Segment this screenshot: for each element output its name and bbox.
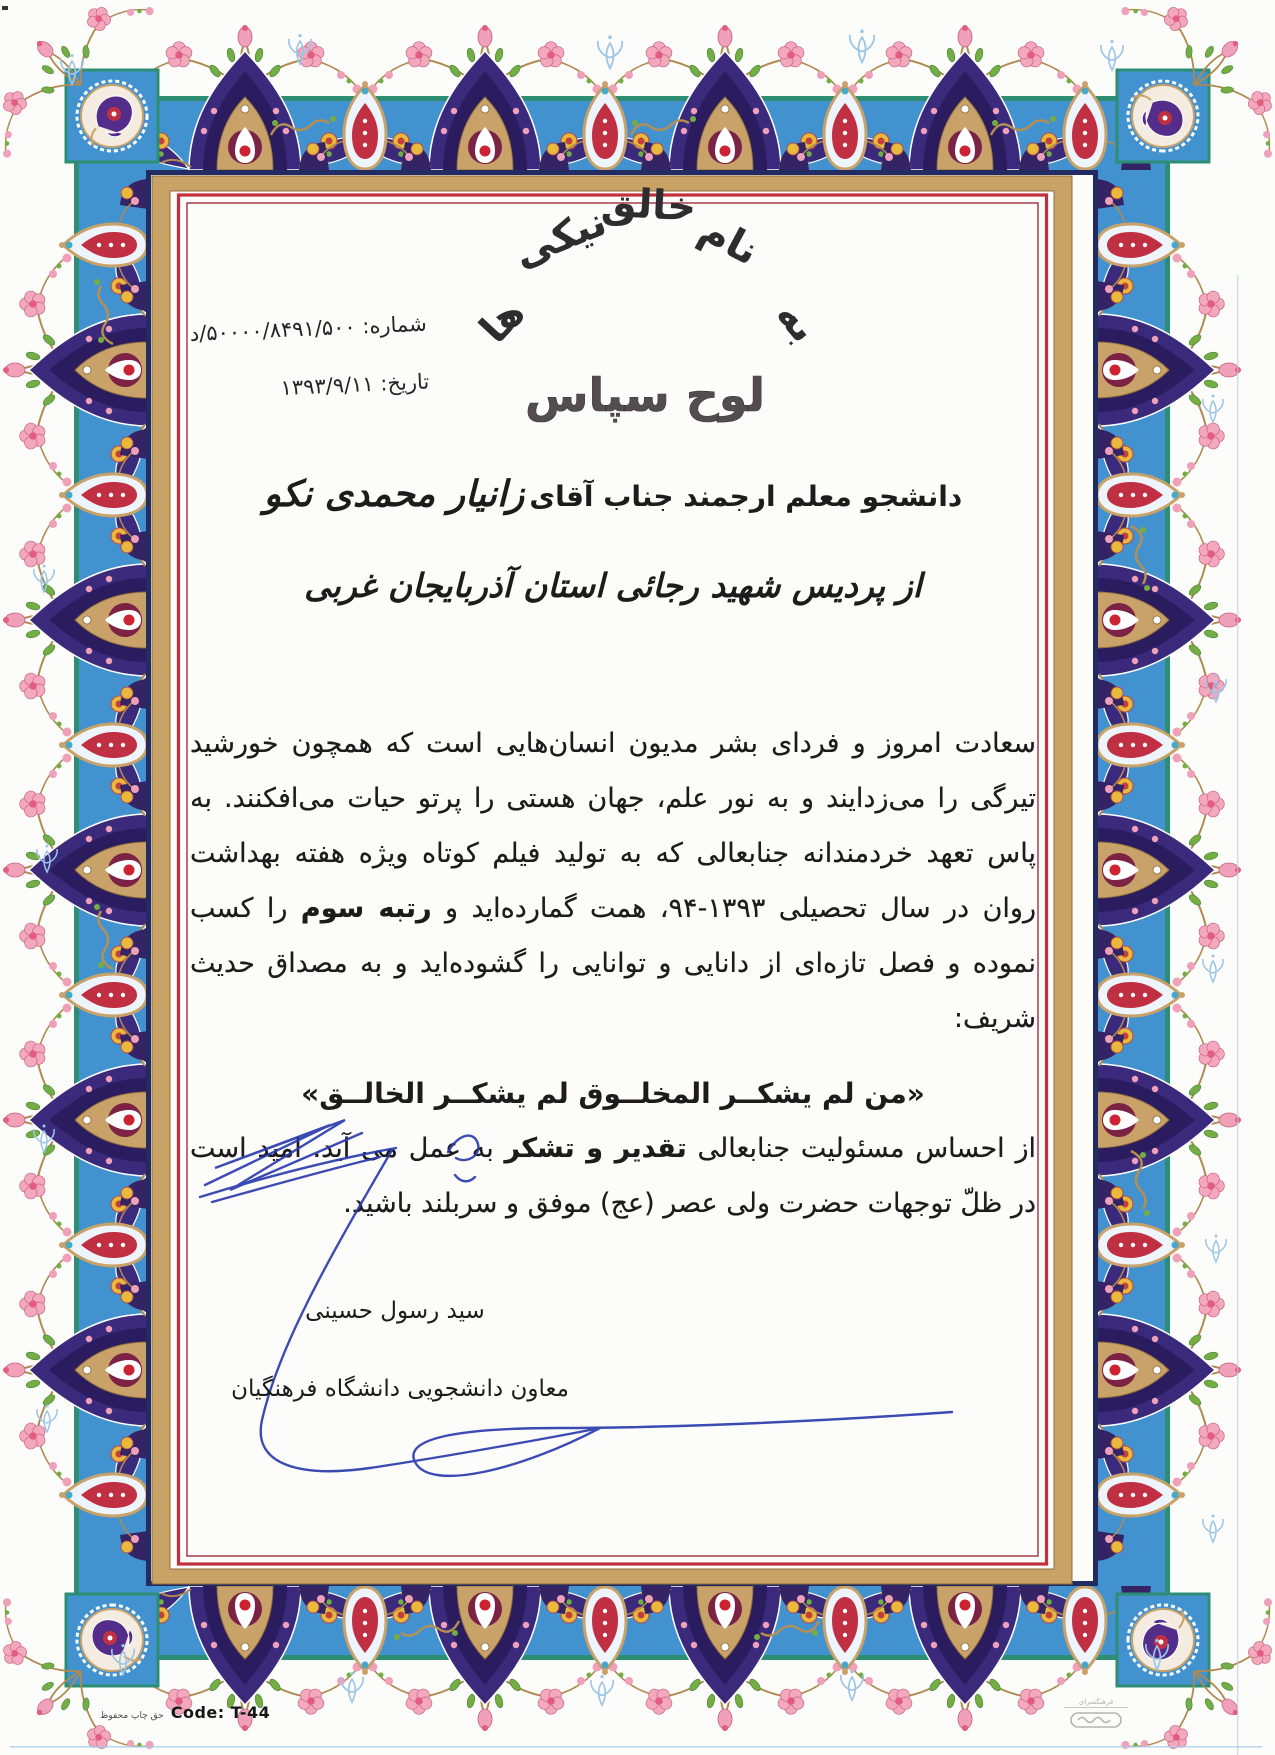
reference-block — [176, 295, 431, 422]
publisher-name: فرهنگسرای — [1064, 1698, 1128, 1708]
body-line-5: نموده و فصل تازه‌ای از دانایی و توانایی را گشوده‌اید و به مصداق حدیث — [190, 948, 1036, 979]
body-line-6: شریف: — [953, 1003, 1036, 1034]
recipient-name: زانیار محمدی نکو — [263, 474, 525, 515]
signature-ink — [0, 1080, 1100, 1520]
publisher-logotype-icon — [1068, 1708, 1124, 1732]
scan-edge-line-bottom — [10, 1746, 1262, 1748]
publisher-logo — [1064, 1698, 1128, 1736]
bismillah-arc — [0, 0, 1275, 500]
page-title: لوح سپاس — [524, 368, 766, 422]
body-line-2: تیرگی را می‌زدایند و به نور علم، جهان هستی را پرتو حیات می‌افکنند. به — [190, 783, 1036, 814]
signer-title: معاون دانشجویی دانشگاه فرهنگیان — [231, 1376, 569, 1402]
arc-word-niki: نیکی — [507, 198, 613, 278]
signer-name: سید رسول حسینی — [305, 1298, 485, 1324]
body-line-3: پاس تعهد خردمندانه جنابعالی که به تولید فیلم کوتاه ویژه هفته بهداشت — [190, 838, 1036, 869]
hadith-line: «من لم یشکــر المخلــوق لم یشکــر الخالــق» — [301, 1077, 925, 1110]
copyright-note: حق چاپ محفوظ — [100, 1711, 164, 1721]
print-code: Code: T-44 — [170, 1703, 271, 1722]
closing-line-2: در ظلّ توجهات حضرت ولی عصر (عج) موفق و سربلند باشید. — [343, 1188, 1036, 1219]
body-paragraph — [190, 716, 1036, 1046]
reference-number: شماره: ۵۰۰۰۰/۸۴۹۱/۵۰۰/د — [189, 311, 428, 346]
recipient-prefix: دانشجو معلم ارجمند جناب آقای — [529, 480, 963, 513]
recipient-line — [190, 474, 1036, 515]
body-line-1: سعادت امروز و فردای بشر مدیون انسان‌هایی است که همچون خورشید — [190, 728, 1036, 759]
reference-date: تاریخ: ۱۳۹۳/۹/۱۱ — [280, 369, 430, 400]
arc-word-khalegh: خالق — [600, 179, 698, 231]
arc-word-beh: به — [766, 291, 828, 352]
closing-line-1: از احساس مسئولیت جنابعالی تقدیر و تشکر به عمل می آید. امید است — [190, 1133, 1036, 1164]
arc-word-ha: ها — [471, 289, 534, 353]
arc-word-nam: نام — [692, 206, 767, 275]
body-line-4: روان در سال تحصیلی ۱۳۹۳-۹۴، همت گمارده‌اید و رتبه سوم را کسب — [190, 893, 1037, 924]
campus-line: از پردیس شهید رجائی استان آذربایجان غربی — [304, 566, 922, 605]
footer-left — [100, 1703, 270, 1722]
